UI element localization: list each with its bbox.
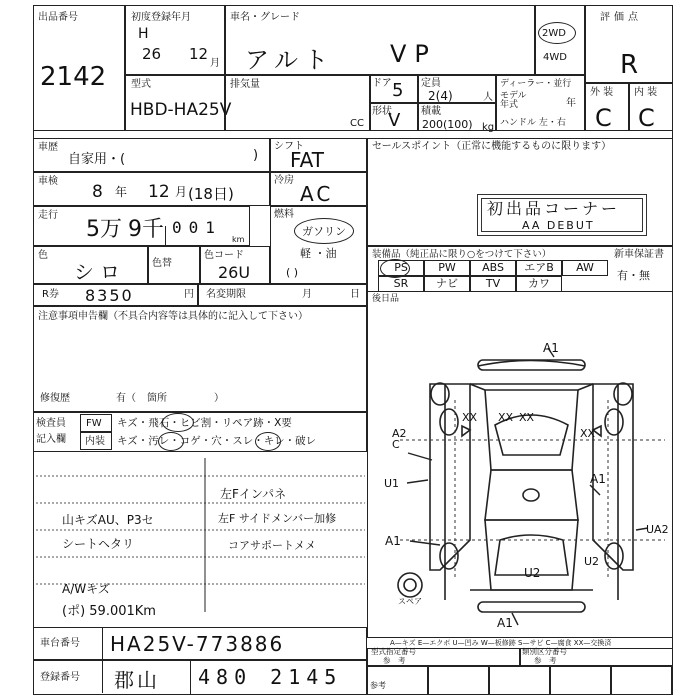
cc-unit: CC — [350, 118, 364, 129]
notes-label: 注意事項申告欄（不具合内容等は具体的に記入して下さい） — [38, 311, 308, 322]
cooler-value: AC — [300, 182, 334, 206]
history-close: ) — [253, 148, 259, 163]
exterior-grade: C — [595, 104, 612, 132]
chassis-value: HA25V-773886 — [110, 632, 285, 656]
interior-grade: C — [638, 104, 655, 132]
equip-item-row2-2: ナビ — [424, 276, 470, 292]
capacity-value: 2(4) — [428, 89, 453, 103]
damage-mark-4: XX — [519, 411, 535, 424]
damage-mark-5: XX — [580, 427, 596, 440]
color-value: シロ — [74, 260, 126, 284]
equip-item-3: ABS — [470, 260, 516, 276]
recycle-value: 8350 — [85, 286, 134, 305]
model-grade-label: 車名・グレード — [230, 12, 300, 23]
yen-unit: 円 — [184, 289, 194, 300]
ref1-label: 参 考 — [383, 656, 406, 665]
mileage-man: 5万 — [86, 217, 122, 242]
note-left-2: シートヘタリ — [62, 537, 135, 551]
equip-item-row2-3: TV — [470, 276, 516, 292]
insp-year-unit: 年 — [115, 185, 128, 199]
year-unit: 年 — [566, 98, 576, 109]
kg-unit: kg — [482, 122, 495, 133]
cooler-label: 冷房 — [274, 175, 294, 186]
damage-mark-12: UA2 — [646, 523, 669, 536]
note-aw: A/Wキズ — [62, 582, 110, 596]
type-label: 型式 — [131, 79, 151, 90]
interior-label: 内 装 — [634, 87, 658, 98]
model-year-label: モデル 年式 — [500, 91, 527, 110]
note-right-2: 左F サイドメンバー加修 — [218, 512, 337, 525]
insp-year: 8 — [92, 182, 103, 202]
chassis-label: 車台番号 — [40, 638, 80, 649]
load-value: 200(100) — [422, 118, 473, 131]
history-value: 自家用・( — [68, 152, 126, 167]
note-right-1: 左Fインパネ — [220, 487, 287, 501]
type-designation-label: 型式指定番号 — [371, 647, 416, 656]
equip-item-row2-1: SR — [378, 276, 424, 292]
recycle-label: R券 — [42, 289, 59, 300]
shape-value: V — [388, 110, 401, 131]
fuel-gasoline: ガソリン — [302, 225, 346, 238]
capacity-label: 定員 — [421, 78, 441, 89]
fuel-label: 燃料 — [274, 209, 294, 220]
displacement-label: 排気量 — [230, 79, 260, 90]
first-reg-label: 初度登録年月 — [131, 12, 191, 23]
note-right-3: コアサポートメメ — [228, 539, 316, 552]
grade: VP — [390, 40, 437, 68]
ref2-label: 参 考 — [534, 656, 557, 665]
inspector-label: 検査員 — [36, 418, 66, 429]
month-unit: 月 — [210, 58, 220, 69]
warranty-value: 有・無 — [617, 269, 650, 282]
mileage-sen: 9千 — [128, 217, 164, 242]
legend-text: A—キズ E—エクボ U—凹み W—板修跡 S—サビ C—腐食 XX—交換済 — [390, 639, 612, 647]
era: H — [138, 26, 149, 42]
dealer-label: ディーラー・並行 — [500, 79, 572, 89]
equip-item-4: エアB — [516, 260, 562, 276]
damage-mark-6: XX — [498, 411, 514, 424]
damage-mark-8: A1 — [385, 534, 401, 548]
name-change-day: 日 — [350, 289, 360, 300]
doors-value: 5 — [392, 80, 404, 101]
shift-value: FAT — [290, 148, 325, 172]
note-left-1: 山キズAU、P3セ — [62, 513, 154, 527]
damage-mark-13: A1 — [497, 616, 513, 630]
sales-label: セールスポイント（正常に機能するものに限ります） — [372, 141, 612, 152]
plate-area: 郡山 — [114, 668, 160, 692]
damage-mark-10: U2 — [524, 566, 541, 580]
damage-mark-11: U2 — [584, 555, 600, 568]
lot-label: 出品番号 — [38, 12, 78, 23]
stamp-en: AA DEBUT — [522, 219, 595, 232]
color-code-value: 26U — [218, 263, 251, 282]
name-change-label: 名変期限 — [206, 289, 246, 300]
fw-items: キズ・飛石・ヒビ割・リペア跡・X要 — [117, 417, 292, 429]
inspection-label: 車検 — [38, 176, 58, 187]
fuel-light: 軽 ・油 — [300, 247, 337, 260]
small-cell-2 — [428, 666, 489, 695]
rating-label: 評価点 — [600, 12, 642, 23]
damage-mark-1: A1 — [543, 341, 559, 355]
month: 12 — [189, 45, 209, 63]
color-change-label: 色替 — [152, 258, 172, 269]
repair-label: 修復歴 — [40, 393, 70, 404]
repair-value: 有（ — [116, 393, 136, 404]
shape-label: 形状 — [372, 106, 392, 117]
repair-close: ） — [214, 393, 224, 404]
mileage-rest: 001 — [172, 218, 222, 237]
equip-item-row2-4: カワ — [516, 276, 562, 292]
color-code-label: 色コード — [204, 250, 244, 261]
interior-tag: 内装 — [85, 436, 105, 447]
person-unit: 人 — [483, 92, 493, 103]
equip-item-5: AW — [562, 260, 608, 276]
entry-label: 記入欄 — [36, 434, 66, 445]
year: 26 — [142, 45, 162, 63]
doors-label: ドア — [372, 78, 392, 89]
lot-number: 2142 — [40, 62, 107, 92]
rating-value: R — [620, 50, 639, 80]
repair-place: 箇所 — [147, 393, 167, 404]
fuel-paren: ( ) — [286, 266, 299, 279]
small-cell-3 — [489, 666, 550, 695]
aftermarket-label: 後日品 — [372, 294, 400, 304]
drive-4wd: 4WD — [543, 52, 567, 63]
exterior-label: 外 装 — [590, 87, 614, 98]
history-label: 車歴 — [38, 142, 58, 153]
model-name: アルト — [245, 46, 335, 74]
insp-month-unit: 月 — [175, 185, 188, 199]
small-cell-4 — [550, 666, 611, 695]
note-odo: (ポ) 59.001Km — [62, 604, 156, 619]
km-unit: km — [232, 235, 245, 244]
spare-label: スペア — [398, 597, 422, 606]
equip-item-2: PW — [424, 260, 470, 276]
insp-day: (18日) — [188, 185, 234, 203]
damage-mark-7: U1 — [384, 477, 400, 490]
load-label: 積載 — [421, 106, 441, 117]
fw-tag: FW — [86, 418, 102, 429]
damage-mark-2: A2 C — [392, 427, 407, 451]
shift-label: シフト — [274, 141, 304, 152]
insp-month: 12 — [148, 182, 170, 202]
drive-2wd: 2WD — [542, 28, 566, 39]
color-label: 色 — [38, 250, 48, 261]
equip-item-1: PS — [378, 260, 424, 276]
mileage-label: 走行 — [38, 210, 58, 221]
small-cell-text-1: 参考 — [370, 681, 386, 690]
plate-number: 480 2145 — [198, 665, 343, 689]
damage-mark-3: XX — [462, 411, 478, 424]
equipment-label: 装備品（純正品に限り○をつけて下さい） — [372, 249, 552, 260]
handle-label: ハンドル 左・右 — [500, 118, 566, 128]
class-label: 類別区分番号 — [522, 647, 567, 656]
warranty-label: 新車保証書 — [614, 249, 664, 260]
stamp-jp: 初出品コーナー — [487, 199, 621, 218]
plate-area-divider — [190, 660, 191, 695]
small-cell-5 — [611, 666, 672, 695]
damage-mark-9: A1 — [590, 472, 606, 486]
plate-label: 登録番号 — [40, 672, 80, 683]
interior-items: キズ・汚レ・コゲ・穴・スレ・キレ・破レ — [117, 435, 317, 447]
type-value: HBD-HA25V — [130, 100, 232, 120]
name-change-month: 月 — [302, 289, 312, 300]
